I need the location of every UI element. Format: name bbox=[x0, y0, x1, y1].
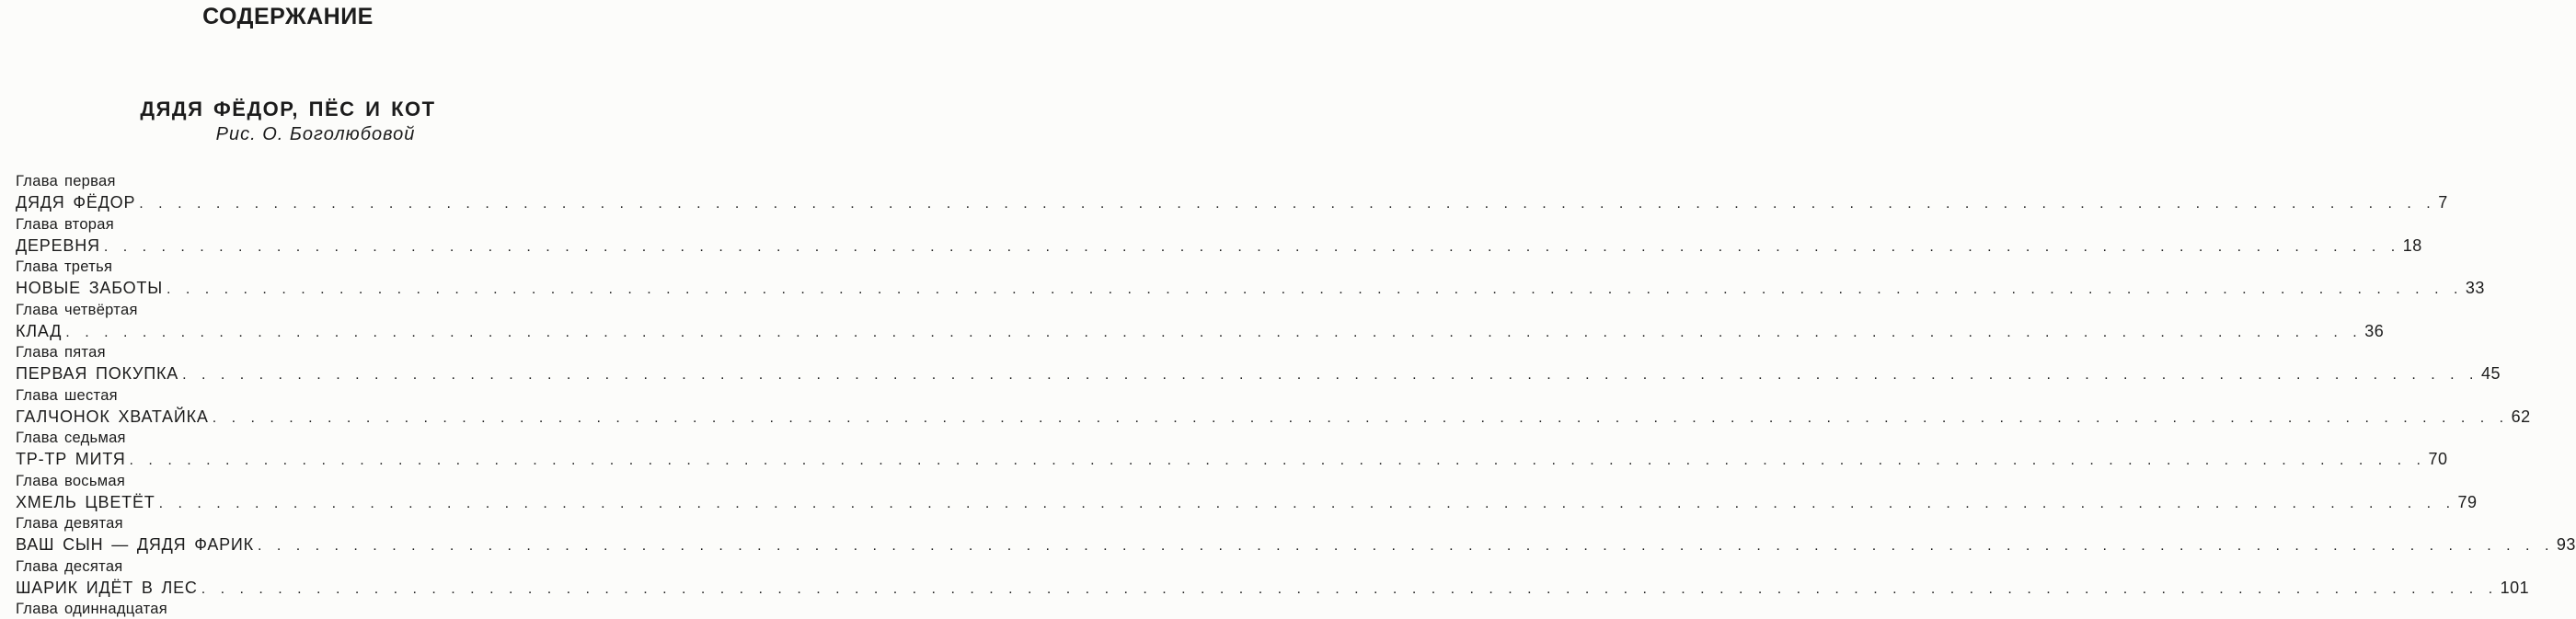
chapter-page-number: 62 bbox=[2511, 407, 2531, 426]
dot-leader: . . . . . . . . . . . . . . . . . . . . . . . . . . . . . . . . . . . . . . . . . . . . . . . . . . . . . . . . . . . . . . . . . . . . . . . . . . . . . . . . . . . . . . . . . . . . . . . . . . . . . . . . . . . . . . . . . . . . . . . . bbox=[139, 196, 2435, 212]
toc-entry[interactable] bbox=[16, 448, 2448, 471]
chapter-title: ТР-ТР МИТЯ bbox=[16, 450, 126, 468]
dot-leader: . . . . . . . . . . . . . . . . . . . . . . . . . . . . . . . . . . . . . . . . . . . . . . . . . . . . . . . . . . . . . . . . . . . . . . . . . . . . . . . . . . . . . . . . . . . . . . . . . . . . . . . . . . . . . . . . . . . . . . . . bbox=[129, 453, 2425, 468]
dot-leader: . . . . . . . . . . . . . . . . . . . . . . . . . . . . . . . . . . . . . . . . . . . . . . . . . . . . . . . . . . . . . . . . . . . . . . . . . . . . . . . . . . . . . . . . . . . . . . . . . . . . . . . . . . . . . . . . . . . . . . . . bbox=[182, 367, 2478, 383]
chapter-title: ШАРИК ИДЁТ В ЛЕС bbox=[16, 578, 198, 597]
chapter-page-number: 45 bbox=[2481, 364, 2501, 383]
chapter-page-number: 33 bbox=[2465, 279, 2485, 297]
chapter-page-number: 70 bbox=[2428, 450, 2448, 468]
chapter-title: КЛАД bbox=[16, 321, 63, 340]
chapter-label: Глава первая bbox=[16, 173, 116, 189]
toc-entry[interactable] bbox=[16, 235, 2422, 258]
chapter-page-number: 79 bbox=[2457, 492, 2478, 511]
chapter-page-number: 93 bbox=[2556, 535, 2576, 554]
toc-entry[interactable] bbox=[16, 191, 2448, 214]
chapter-label: Глава восьмая bbox=[16, 472, 126, 489]
chapter-title: ПЕРВАЯ ПОКУПКА bbox=[16, 364, 179, 383]
dot-leader: . . . . . . . . . . . . . . . . . . . . . . . . . . . . . . . . . . . . . . . . . . . . . . . . . . . . . . . . . . . . . . . . . . . . . . . . . . . . . . . . . . . . . . . . . . . . . . . . . . . . . . . . . . . . . . . . . . . . . . . . bbox=[166, 281, 2462, 297]
chapter-page-number: 18 bbox=[2402, 235, 2422, 255]
chapter-label: Глава десятая bbox=[16, 557, 123, 575]
toc-entry[interactable] bbox=[16, 320, 2385, 343]
chapter-title: ХМЕЛЬ ЦВЕТЁТ bbox=[16, 492, 155, 511]
dot-leader: . . . . . . . . . . . . . . . . . . . . . . . . . . . . . . . . . . . . . . . . . . . . . . . . . . . . . . . . . . . . . . . . . . . . . . . . . . . . . . . . . . . . . . . . . . . . . . . . . . . . . . . . . . . . . . . . . . . . . . . . bbox=[103, 238, 2399, 255]
chapter-label: Глава пятая bbox=[16, 344, 106, 361]
toc-entry[interactable] bbox=[16, 491, 2478, 514]
chapter-label-partial: Глава одиннадцатая bbox=[16, 601, 167, 617]
toc-entry[interactable] bbox=[16, 577, 2530, 600]
dot-leader: . . . . . . . . . . . . . . . . . . . . . . . . . . . . . . . . . . . . . . . . . . . . . . . . . . . . . . . . . . . . . . . . . . . . . . . . . . . . . . . . . . . . . . . . . . . . . . . . . . . . . . . . . . . . . . . . . . . . . . . . bbox=[65, 324, 2362, 340]
chapter-title: ВАШ СЫН — ДЯДЯ ФАРИК bbox=[16, 535, 254, 554]
dot-leader: . . . . . . . . . . . . . . . . . . . . . . . . . . . . . . . . . . . . . . . . . . . . . . . . . . . . . . . . . . . . . . . . . . . . . . . . . . . . . . . . . . . . . . . . . . . . . . . . . . . . . . . . . . . . . . . . . . . . . . . . bbox=[257, 538, 2553, 554]
chapter-page-number: 7 bbox=[2438, 193, 2448, 212]
chapter-label: Глава девятая bbox=[16, 515, 123, 532]
chapter-label: Глава третья bbox=[16, 258, 113, 275]
toc-entry[interactable] bbox=[16, 362, 2501, 385]
toc-entry[interactable] bbox=[16, 406, 2531, 429]
dot-leader: . . . . . . . . . . . . . . . . . . . . . . . . . . . . . . . . . . . . . . . . . . . . . . . . . . . . . . . . . . . . . . . . . . . . . . . . . . . . . . . . . . . . . . . . . . . . . . . . . . . . . . . . . . . . . . . . . . . . . . . . bbox=[201, 580, 2497, 597]
dot-leader: . . . . . . . . . . . . . . . . . . . . . . . . . . . . . . . . . . . . . . . . . . . . . . . . . . . . . . . . . . . . . . . . . . . . . . . . . . . . . . . . . . . . . . . . . . . . . . . . . . . . . . . . . . . . . . . . . . . . . . . . bbox=[158, 495, 2455, 511]
table-of-contents bbox=[16, 171, 2576, 617]
page-title: СОДЕРЖАНИЕ bbox=[202, 4, 374, 29]
dot-leader: . . . . . . . . . . . . . . . . . . . . . . . . . . . . . . . . . . . . . . . . . . . . . . . . . . . . . . . . . . . . . . . . . . . . . . . . . . . . . . . . . . . . . . . . . . . . . . . . . . . . . . . . . . . . . . . . . . . . . . . . bbox=[212, 409, 2508, 426]
chapter-title: ГАЛЧОНОК ХВАТАЙКА bbox=[16, 407, 209, 426]
book-title: ДЯДЯ ФЁДОР, ПЁС И КОТ bbox=[140, 97, 436, 120]
toc-entry[interactable] bbox=[16, 277, 2485, 300]
chapter-page-number: 101 bbox=[2500, 578, 2530, 597]
chapter-label: Глава шестая bbox=[16, 386, 118, 404]
chapter-title: ДЕРЕВНЯ bbox=[16, 235, 100, 255]
chapter-label: Глава седьмая bbox=[16, 430, 126, 446]
chapter-label: Глава четвёртая bbox=[16, 301, 138, 318]
chapter-label: Глава вторая bbox=[16, 215, 114, 233]
chapter-title: ДЯДЯ ФЁДОР bbox=[16, 193, 136, 212]
toc-entry[interactable] bbox=[16, 533, 2576, 556]
chapter-page-number: 36 bbox=[2364, 321, 2385, 340]
book-illustrator: Рис. О. Боголюбовой bbox=[215, 124, 416, 144]
chapter-title: НОВЫЕ ЗАБОТЫ bbox=[16, 279, 163, 297]
